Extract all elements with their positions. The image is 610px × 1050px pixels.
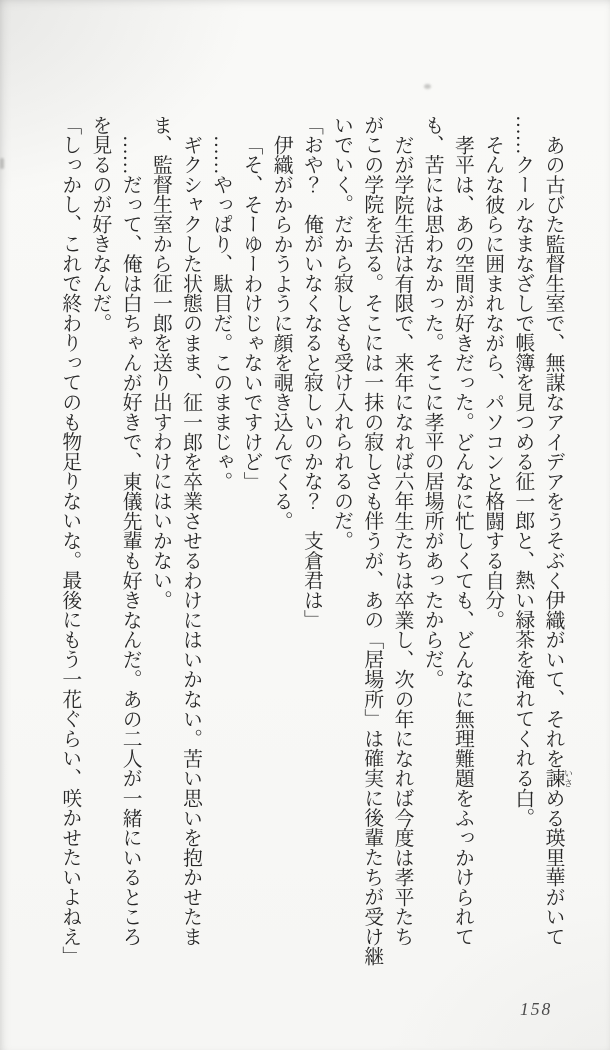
text-line: そんな彼らに囲まれながら、パソコンと格闘する自分。: [481, 134, 504, 630]
page-number: 158: [520, 999, 553, 1019]
text-block: [55, 115, 573, 968]
text-line: を見るのが好きなんだ。: [88, 115, 111, 333]
text-line: ま、監督生室から征一郎を送り出すわけにはいかない。: [149, 115, 172, 610]
text-line: ……クールなまなざしで帳簿を見つめる征一郎と、熱い緑茶を淹れてくれる白。: [511, 115, 534, 828]
text-line: いでいく。だから寂しさも受け入れられるのだ。: [330, 115, 353, 551]
scan-speck: [0, 158, 4, 169]
text-line: 「そ、そーゆーわけじゃないですけど」: [239, 134, 262, 492]
furigana-ruby: 諫 いさ: [542, 768, 573, 788]
text-line: 孝平は、あの空間が好きだった。どんなに忙しくても、どんなに無理難題をふっかけられて: [451, 134, 474, 947]
text-line: ……だって、俺は白ちゃんが好きで、東儀先輩も好きなんだ。あの二人が一緒にいるところ: [119, 134, 142, 947]
text-line: あの古びた監督生室で、無謀なアイデアをうそぶく伊織がいて、それを諫 いさめる瑛里華がいて: [542, 134, 573, 947]
text-line: 伊織がからかうように顔を覗き込んでくる。: [270, 134, 293, 531]
text-line: だが学院生活は有限で、来年になれば六年生たちは卒業し、次の年になれば今度は孝平たち: [390, 134, 413, 947]
text-line: ギクシャクした状態のまま、征一郎を卒業させるわけにはいかない。苦い思いを抱かせたま: [179, 134, 202, 947]
text-line: も、苦には思わなかった。そこに孝平の居場所があったからだ。: [421, 115, 444, 689]
text-line: 「しっかし、これで終わりってのも物足りないな。最後にもう一花ぐらい、咲かせたいよねえ」: [58, 115, 81, 966]
scan-speck: [424, 84, 431, 89]
text-line: 「おや？ 俺がいなくなると寂しいのかな？ 支倉君は」: [300, 115, 323, 630]
text-line: がこの学院を去る。そこには一抹の寂しさも伴うが、あの「居場所」は確実に後輩たちが受け継: [360, 115, 383, 966]
text-line: ……やっぱり、駄目だ。このままじゃ。: [209, 134, 232, 491]
